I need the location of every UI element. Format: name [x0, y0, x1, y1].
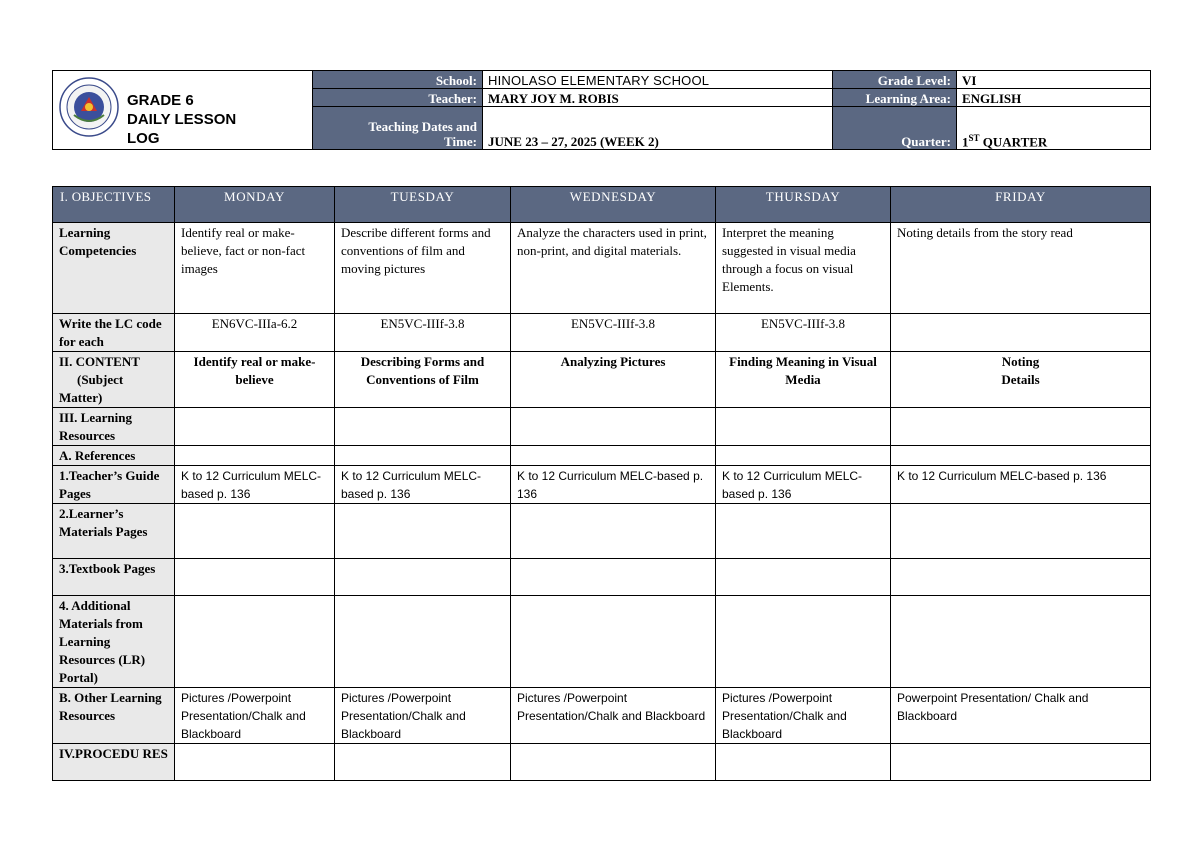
table-cell: Noting Details: [891, 352, 1151, 408]
table-cell: Pictures /Powerpoint Presentation/Chalk and Blackboard: [175, 688, 335, 744]
table-cell: [511, 559, 716, 596]
table-cell: [335, 596, 511, 688]
table-cell: [716, 596, 891, 688]
table-cell: Pictures /Powerpoint Presentation/Chalk and Blackboard: [511, 688, 716, 744]
table-cell: Noting details from the story read: [891, 223, 1151, 314]
table-cell: Powerpoint Presentation/ Chalk and Blackboard: [891, 688, 1151, 744]
table-cell: [716, 408, 891, 446]
table-cell: K to 12 Curriculum MELC-based p. 136: [891, 466, 1151, 504]
table-cell: [891, 559, 1151, 596]
table-row: [53, 446, 1151, 466]
teaching-dates-value: JUNE 23 – 27, 2025 (WEEK 2): [483, 107, 833, 150]
table-cell: [716, 559, 891, 596]
table-cell: Analyzing Pictures: [511, 352, 716, 408]
table-cell: [335, 446, 511, 466]
row-label-additional-materials: 4. Additional Materials from Learning Resources (LR) Portal): [53, 596, 175, 688]
table-cell: Finding Meaning in Visual Media: [716, 352, 891, 408]
table-cell: Pictures /Powerpoint Presentation/Chalk and Blackboard: [716, 688, 891, 744]
row-label-teachers-guide: 1.Teacher’s Guide Pages: [53, 466, 175, 504]
table-cell: [335, 408, 511, 446]
quarter-label: Quarter:: [833, 107, 957, 150]
table-cell: Describe different forms and conventions of film and moving pictures: [335, 223, 511, 314]
table-row: [53, 223, 1151, 314]
lesson-log-table: [52, 186, 1151, 781]
table-cell: K to 12 Curriculum MELC-based p. 136: [716, 466, 891, 504]
day-header-thursday: THURSDAY: [716, 187, 891, 223]
table-cell: [511, 446, 716, 466]
table-header-row: [53, 187, 1151, 223]
school-value: HINOLASO ELEMENTARY SCHOOL: [483, 71, 833, 89]
table-cell: [335, 559, 511, 596]
day-header-wednesday: WEDNESDAY: [511, 187, 716, 223]
table-cell: K to 12 Curriculum MELC-based p. 136: [175, 466, 335, 504]
table-cell: K to 12 Curriculum MELC-based p. 136: [335, 466, 511, 504]
table-row: [53, 466, 1151, 504]
row-label-lc-code: Write the LC code for each: [53, 314, 175, 352]
table-row: [53, 314, 1151, 352]
table-row: [53, 559, 1151, 596]
school-label: School:: [313, 71, 483, 89]
table-cell: [891, 314, 1151, 352]
table-cell: [511, 596, 716, 688]
table-cell: EN5VC-IIIf-3.8: [511, 314, 716, 352]
table-row: [53, 352, 1151, 408]
table-cell: [175, 596, 335, 688]
grade-level-value: VI: [957, 71, 1151, 89]
table-cell: [891, 504, 1151, 559]
table-cell: EN6VC-IIIa-6.2: [175, 314, 335, 352]
deped-seal-icon: [59, 77, 119, 137]
page-title: GRADE 6 DAILY LESSON LOG: [127, 92, 237, 147]
quarter-value: 1ST QUARTER: [957, 107, 1151, 150]
table-cell: [511, 744, 716, 781]
table-cell: [716, 504, 891, 559]
table-row: [53, 596, 1151, 688]
table-cell: Pictures /Powerpoint Presentation/Chalk and Blackboard: [335, 688, 511, 744]
row-label-other-resources: B. Other Learning Resources: [53, 688, 175, 744]
row-label-competencies: Learning Competencies: [53, 223, 175, 314]
table-cell: Analyze the characters used in print, non-print, and digital materials.: [511, 223, 716, 314]
objectives-header: I. OBJECTIVES: [53, 187, 175, 223]
table-cell: [175, 446, 335, 466]
row-label-learners-materials: 2.Learner’s Materials Pages: [53, 504, 175, 559]
table-cell: [175, 744, 335, 781]
table-cell: EN5VC-IIIf-3.8: [335, 314, 511, 352]
grade-level-label: Grade Level:: [833, 71, 957, 89]
table-cell: [891, 408, 1151, 446]
title-cell: [53, 71, 313, 150]
table-row: [53, 504, 1151, 559]
table-cell: Identify real or make-believe: [175, 352, 335, 408]
table-row: [53, 744, 1151, 781]
teacher-value: MARY JOY M. ROBIS: [483, 89, 833, 107]
day-header-tuesday: TUESDAY: [335, 187, 511, 223]
table-cell: K to 12 Curriculum MELC-based p. 136: [511, 466, 716, 504]
table-cell: [511, 408, 716, 446]
table-row: [53, 688, 1151, 744]
row-label-content: II. CONTENT (Subject Matter): [53, 352, 175, 408]
table-cell: [891, 744, 1151, 781]
learning-area-value: ENGLISH: [957, 89, 1151, 107]
table-cell: [335, 504, 511, 559]
table-cell: Describing Forms and Conventions of Film: [335, 352, 511, 408]
table-cell: [716, 744, 891, 781]
day-header-friday: FRIDAY: [891, 187, 1151, 223]
learning-area-label: Learning Area:: [833, 89, 957, 107]
header-table: [52, 70, 1151, 150]
table-cell: Identify real or make-believe, fact or non-fact images: [175, 223, 335, 314]
table-cell: [511, 504, 716, 559]
table-cell: [335, 744, 511, 781]
row-label-textbook: 3.Textbook Pages: [53, 559, 175, 596]
table-cell: [175, 504, 335, 559]
table-cell: EN5VC-IIIf-3.8: [716, 314, 891, 352]
table-cell: [891, 446, 1151, 466]
table-cell: [891, 596, 1151, 688]
teaching-dates-label: Teaching Dates and Time:: [313, 107, 483, 150]
row-label-learning-resources: III. Learning Resources: [53, 408, 175, 446]
row-label-references: A. References: [53, 446, 175, 466]
row-label-procedures: IV.PROCEDU RES: [53, 744, 175, 781]
table-row: [53, 408, 1151, 446]
table-cell: [175, 408, 335, 446]
table-cell: Interpret the meaning suggested in visual media through a focus on visual Elements.: [716, 223, 891, 314]
teacher-label: Teacher:: [313, 89, 483, 107]
table-cell: [175, 559, 335, 596]
day-header-monday: MONDAY: [175, 187, 335, 223]
table-cell: [716, 446, 891, 466]
